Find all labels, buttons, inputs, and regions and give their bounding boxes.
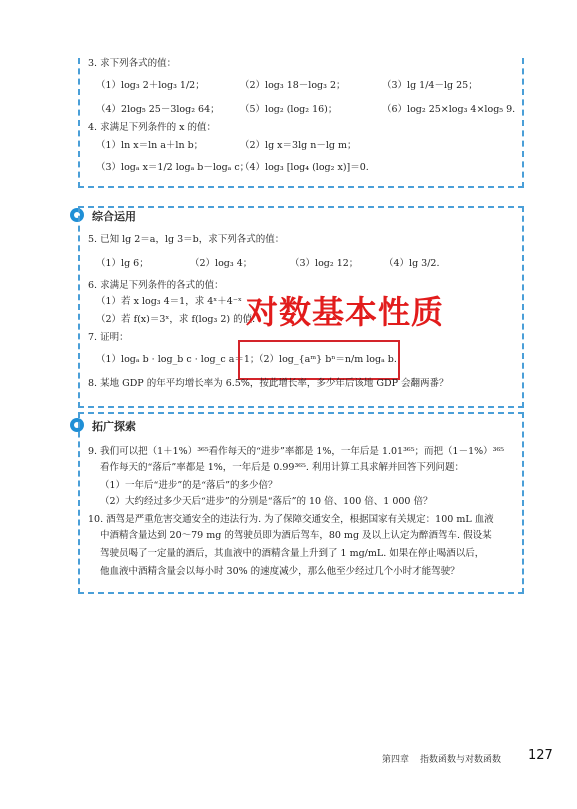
section-tuozhan-title: 拓广探索 (92, 420, 136, 433)
q4-item-2: （2）lg x＝3lg n－lg m； (240, 140, 357, 151)
q10-line-1: 10. 酒驾是严重危害交通安全的违法行为. 为了保障交通安全，根据国家有关规定：100 mL 血液 (88, 514, 494, 525)
q7-item-1: （1）logₐ b · log_b c · log_c a＝1； (96, 354, 260, 365)
footer-title: 指数函数与对数函数 (420, 755, 502, 765)
q6-item-2: （2）若 f(x)＝3ˣ，求 f(log₃ 2) 的值. (96, 314, 256, 325)
q10-line-4: 他血液中酒精含量会以每小时 30% 的速度减少，那么他至少经过几个小时才能驾驶？ (100, 566, 460, 577)
q8-text: 8. 某地 GDP 的年平均增长率为 6.5%，按此增长率，多少年后该地 GDP 会翻两番？ (88, 378, 449, 389)
q10-line-2: 中酒精含量达到 20～79 mg 的驾驶员即为酒后驾车，80 mg 及以上认定为醉酒驾车. 假设某 (100, 530, 492, 541)
q4-item-3: （3）logₐ x＝1/2 logₐ b－logₐ c； (96, 162, 250, 173)
q7-item-2: （2）log_{aᵐ} bⁿ＝n/m logₐ b. (254, 354, 397, 365)
q5-item-3: （3）log₂ 12； (290, 258, 359, 269)
q7-title: 7. 证明： (88, 332, 129, 343)
q3-item-6: （6）log₂ 25×log₃ 4×log₅ 9. (382, 104, 516, 115)
section-zonghe-title: 综合运用 (92, 210, 136, 223)
q9-line-1: 9. 我们可以把（1＋1%）³⁶⁵看作每天的“进步”率都是 1%，一年后是 1.01³⁶⁵；而把（1－1%）³⁶⁵ (88, 446, 505, 457)
q5-item-4: （4）lg 3/2. (384, 258, 440, 269)
overlay-caption: 对数基本性质 (246, 293, 445, 331)
q3-title: 3. 求下列各式的值： (88, 58, 177, 69)
q9-line-4: （2）大约经过多少天后“进步”的分别是“落后”的 10 倍、100 倍、1 000 倍？ (100, 496, 433, 507)
q4-title: 4. 求满足下列条件的 x 的值： (88, 122, 216, 133)
page-number: 127 (528, 748, 553, 763)
footer-chapter: 第四章 (382, 755, 410, 765)
q6-title: 6. 求满足下列条件的各式的值： (88, 280, 224, 291)
q9-line-2: 看作每天的“落后”率都是 1%，一年后是 0.99³⁶⁵. 利用计算工具求解并回答下列问题： (100, 462, 464, 473)
q3-item-3: （3）lg 1/4－lg 25； (382, 80, 478, 91)
q6-item-1: （1）若 x log₃ 4＝1，求 4ˣ＋4⁻ˣ (96, 296, 242, 307)
q5-title: 5. 已知 lg 2＝a，lg 3＝b，求下列各式的值： (88, 234, 285, 245)
q10-line-3: 驾驶员喝了一定量的酒后，其血液中的酒精含量上升到了 1 mg/mL. 如果在停止喝酒以后， (100, 548, 485, 559)
q5-item-2: （2）log₃ 4； (190, 258, 253, 269)
q4-item-4: （4）log₃ [log₄ (log₂ x)]＝0. (240, 162, 369, 173)
highlight-box (238, 340, 400, 380)
q3-item-1: （1）log₃ 2＋log₃ 1/2； (96, 80, 205, 91)
q9-line-3: （1）一年后“进步”的是“落后”的多少倍？ (100, 480, 278, 491)
q4-item-1: （1）ln x＝ln a＋ln b； (96, 140, 204, 151)
q5-item-1: （1）lg 6； (96, 258, 149, 269)
q3-item-2: （2）log₃ 18－log₃ 2； (240, 80, 346, 91)
q3-item-4: （4）2log₅ 25－3log₂ 64； (96, 104, 220, 115)
q3-item-5: （5）log₂ (log₂ 16)； (240, 104, 338, 115)
